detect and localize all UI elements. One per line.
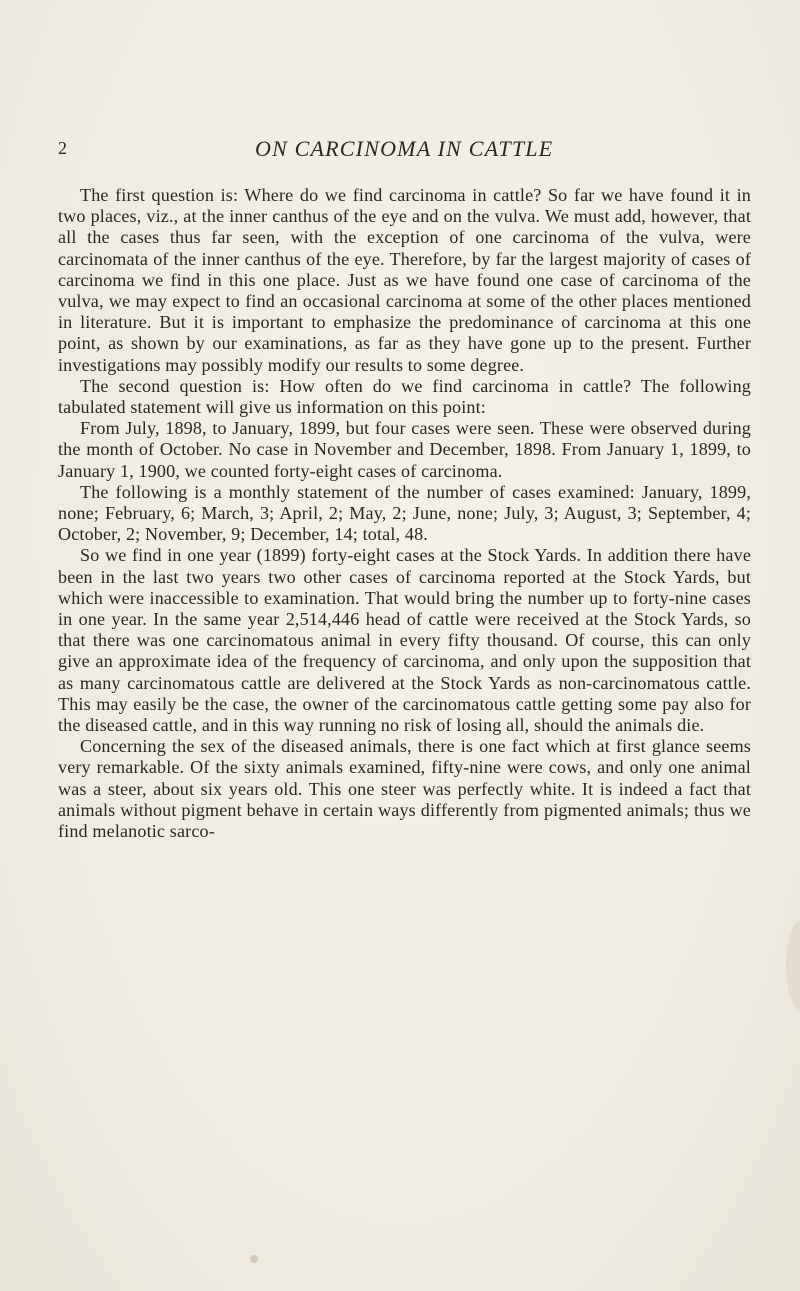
paragraph: The second question is: How often do we find carcinoma in cattle? The following tabulated statement will give us information on this point: (58, 375, 751, 418)
paragraph: The following is a monthly statement of the number of cases examined: January, 1899, none; February, 6; March, 3; April, 2; May, 2; June, none; July, 3; August, 3; September, 4; October, 2; November, 9; December, 14; total, 48. (58, 481, 751, 545)
paragraph: Concerning the sex of the diseased animals, there is one fact which at first glance seems very remarkable. Of the sixty animals examined, fifty-nine were cows, and only one animal was a steer, about six years old. This one steer was perfectly white. It is indeed a fact that animals without pigment behave in certain ways differently from pigmented animals; thus we find melanotic sarco- (58, 736, 751, 842)
paragraph: From July, 1898, to January, 1899, but four cases were seen. These were observed during the month of October. No case in November and December, 1898. From January 1, 1899, to January 1, 1900, we counted forty-eight cases of carcinoma. (58, 418, 751, 481)
page-header (58, 136, 748, 166)
paper-stain (250, 1255, 258, 1263)
page-number: 2 (58, 138, 68, 158)
paper-stain (786, 920, 800, 1010)
body-text (58, 185, 751, 842)
paragraph: So we find in one year (1899) forty-eight cases at the Stock Yards. In addition there have been in the last two years two other cases of carcinoma reported at the Stock Yards, but which were inaccessible to examination. That would bring the number up to forty-nine cases in one year. In the same year 2,514,446 head of cattle were received at the Stock Yards, so that there was one carcinomatous animal in every fifty thousand. Of course, this can only give an approximate idea of the frequency of carcinoma, and only upon the supposition that as many carcinomatous cattle are delivered at the Stock Yards as non-carcinomatous cattle. This may easily be the case, the owner of the carcinomatous cattle getting some pay also for the diseased cattle, and in this way running no risk of losing all, should the animals die. (58, 545, 751, 736)
running-head: ON CARCINOMA IN CATTLE (255, 136, 554, 161)
paragraph: The first question is: Where do we find carcinoma in cattle? So far we have found it in two places, viz., at the inner canthus of the eye and on the vulva. We must add, however, that all the cases thus far seen, with the exception of one carcinoma of the vulva, were carcinomata of the inner canthus of the eye. Therefore, by far the largest majority of cases of carcinoma we find in this one place. Just as we have found one case of carcinoma of the vulva, we may expect to find an occasional carcinoma at some of the other places mentioned in literature. But it is important to emphasize the predominance of carcinoma at this one point, as shown by our examinations, as far as they have gone up to the present. Further investigations may possibly modify our results to some degree. (58, 185, 751, 375)
